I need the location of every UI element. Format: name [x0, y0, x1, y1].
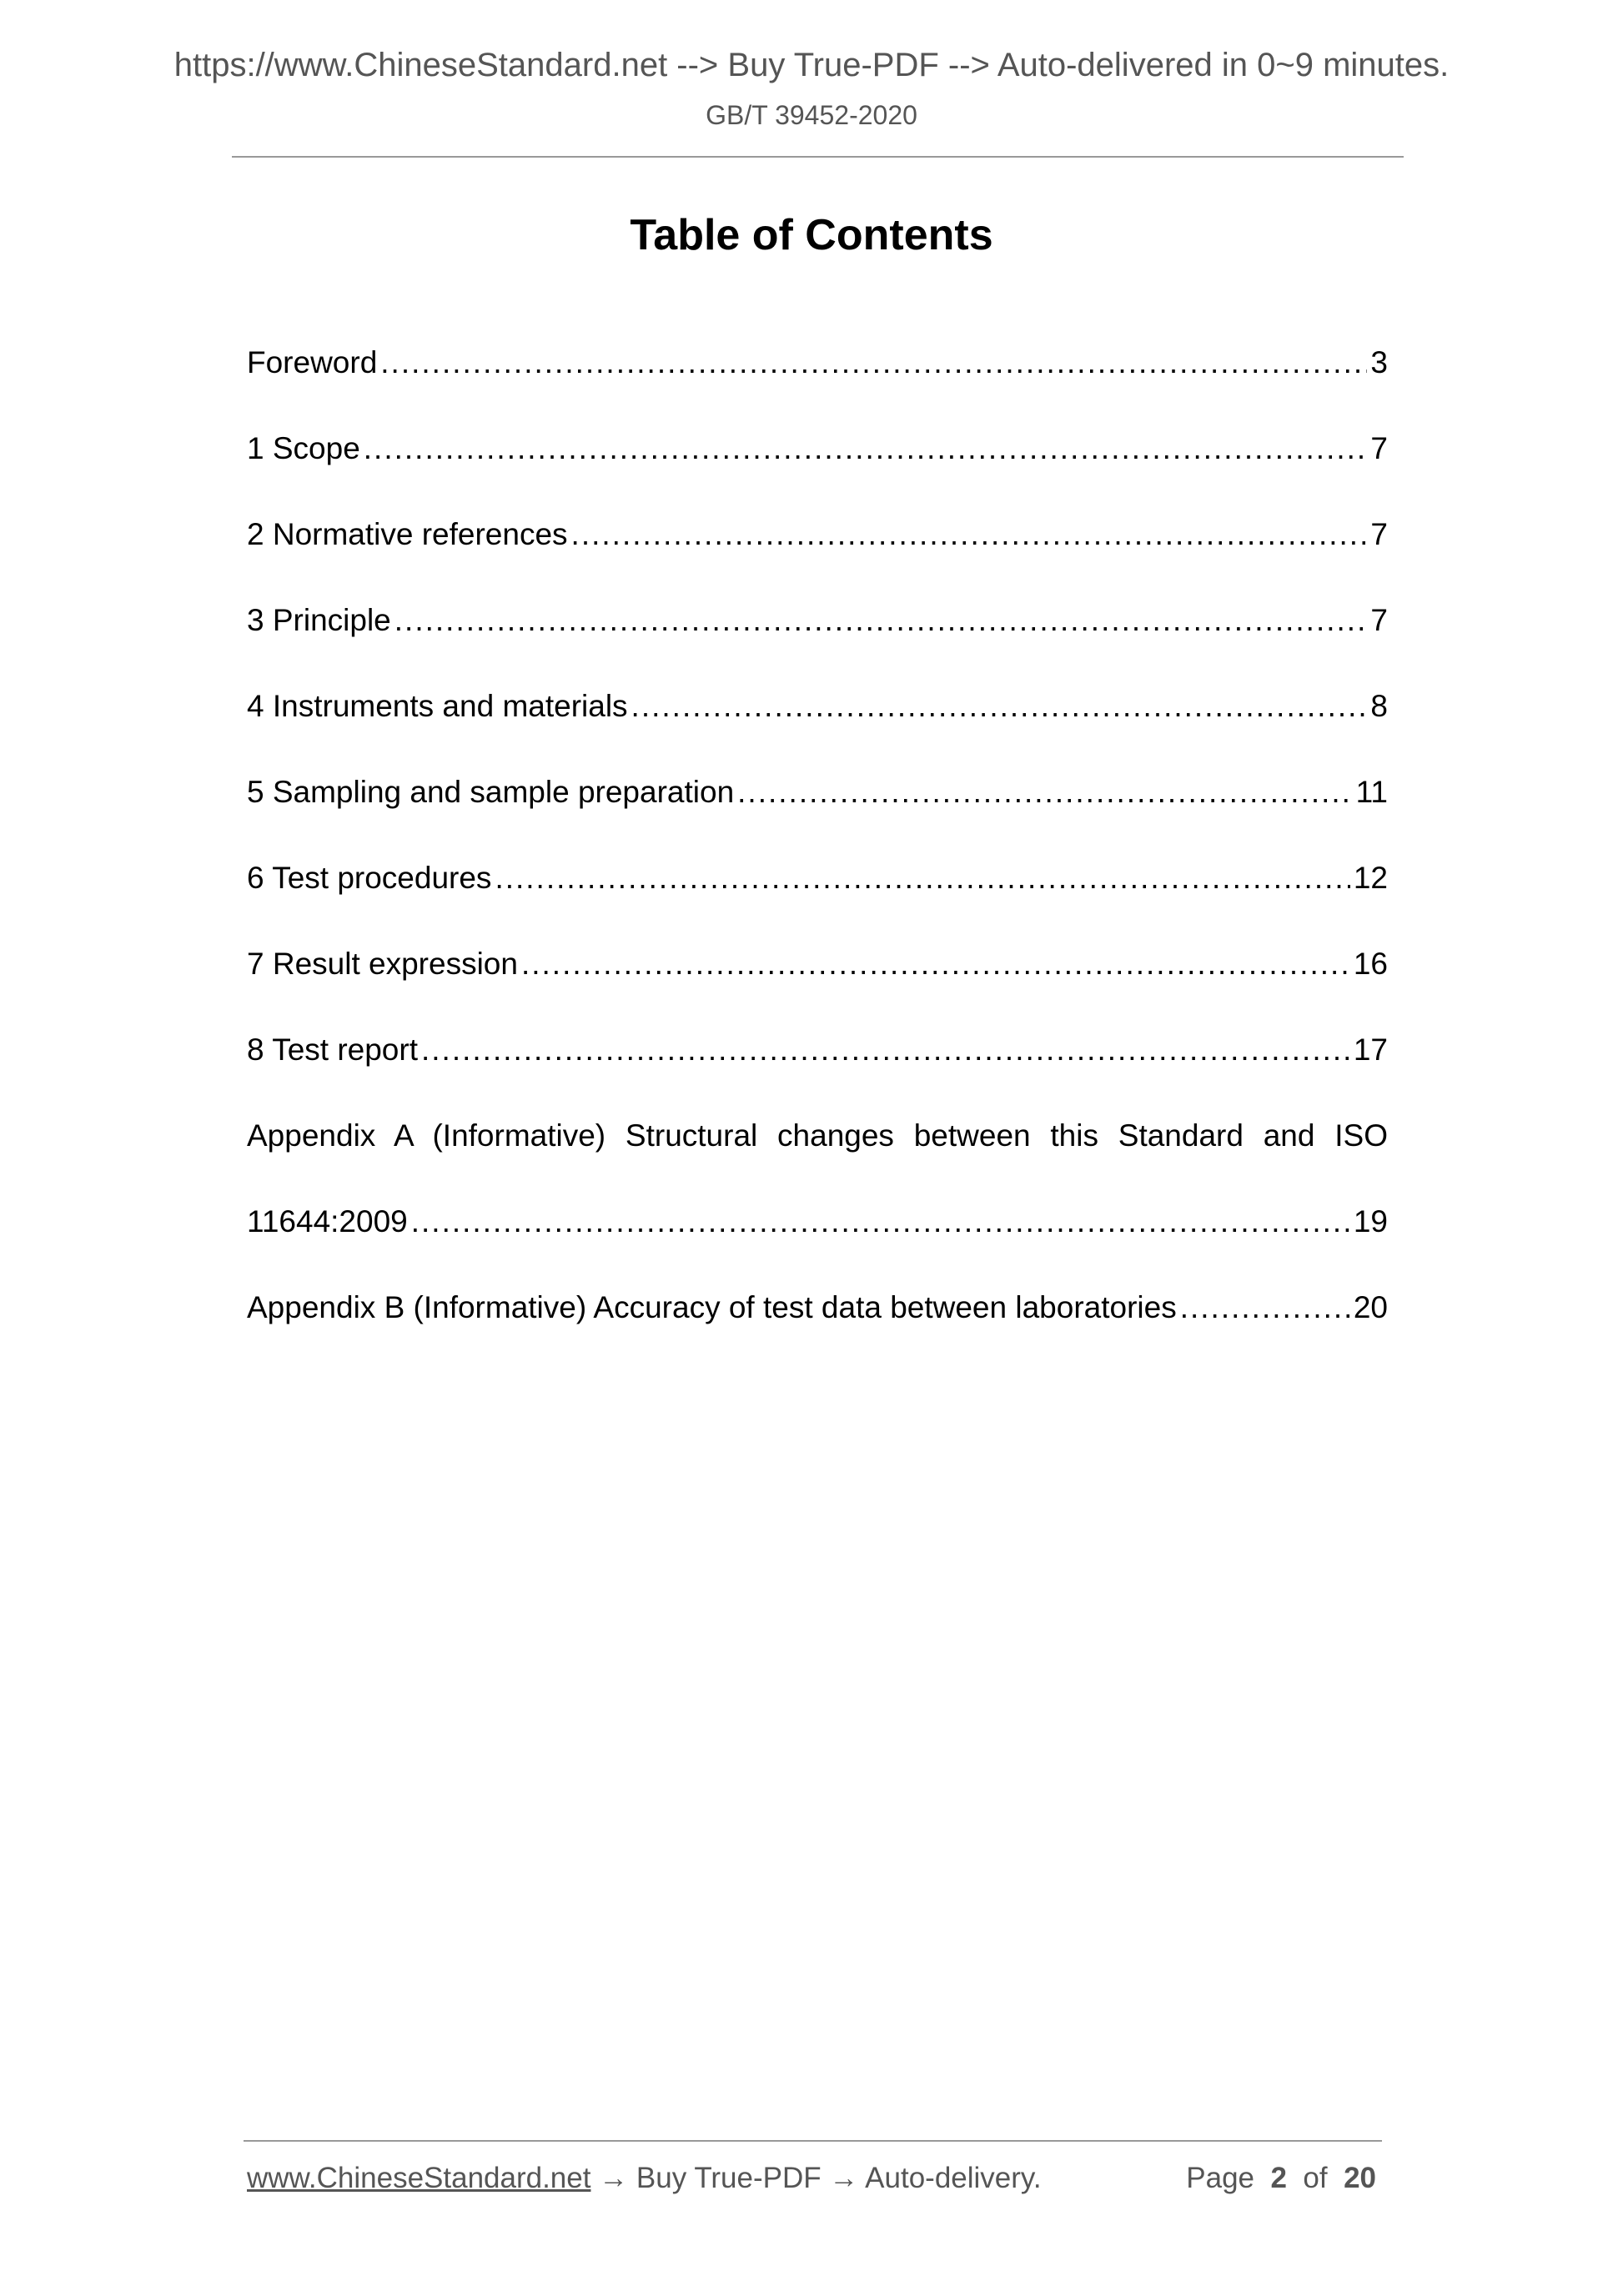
toc-entry-appendix-b[interactable] [247, 1285, 1388, 1371]
toc-entry-sampling[interactable] [247, 770, 1388, 856]
dot-leader [394, 598, 1368, 643]
toc-label: 5 Sampling and sample preparation [247, 775, 735, 809]
footer-tail: → Buy True-PDF → Auto-delivery. [590, 2162, 1042, 2194]
toc-label: 11644:2009 [247, 1204, 408, 1238]
standard-code: GB/T 39452-2020 [706, 100, 917, 130]
header-divider [232, 156, 1404, 158]
toc-label: 6 Test procedures [247, 861, 492, 895]
dot-leader [411, 1199, 1350, 1244]
toc-page: 7 [1370, 517, 1388, 551]
toc-page: 12 [1353, 861, 1388, 895]
page-indicator [1186, 2162, 1376, 2195]
footer [247, 2162, 1376, 2195]
toc-entry-foreword[interactable] [247, 340, 1388, 426]
page-title: Table of Contents [630, 211, 993, 259]
toc-entry-scope[interactable] [247, 426, 1388, 512]
toc-page: 17 [1353, 1032, 1388, 1067]
toc-label: 4 Instruments and materials [247, 689, 628, 723]
toc-entry-principle[interactable] [247, 598, 1388, 684]
dot-leader [571, 512, 1368, 557]
toc-label: 2 Normative references [247, 517, 568, 551]
page-current: 2 [1270, 2162, 1287, 2194]
toc-label: Foreword [247, 345, 378, 379]
dot-leader [380, 340, 1367, 385]
toc-page: 11 [1355, 775, 1388, 809]
toc-page: 19 [1353, 1204, 1388, 1238]
dot-leader [495, 856, 1349, 901]
page-word: Page [1186, 2162, 1255, 2194]
toc-page: 3 [1370, 345, 1388, 379]
toc-entry-instruments[interactable] [247, 684, 1388, 770]
toc-entry-normative-references[interactable] [247, 512, 1388, 598]
toc-label: 7 Result expression [247, 947, 518, 981]
dot-leader [737, 770, 1352, 815]
dot-leader [631, 684, 1368, 729]
toc-entry-test-procedures[interactable] [247, 856, 1388, 942]
dot-leader [364, 426, 1368, 471]
toc-page: 7 [1370, 603, 1388, 637]
header-banner: https://www.ChineseStandard.net --> Buy True-PDF --> Auto-delivered in 0~9 minutes. [173, 47, 1450, 83]
dot-leader [421, 1027, 1350, 1073]
toc-label: 1 Scope [247, 431, 360, 465]
footer-left [247, 2162, 1042, 2195]
toc-page: 20 [1353, 1290, 1388, 1324]
of-word: of [1303, 2162, 1328, 2194]
toc-entry-test-report[interactable] [247, 1027, 1388, 1113]
toc-label: Appendix B (Informative) Accuracy of test data between laboratories [247, 1290, 1177, 1324]
toc-label: 8 Test report [247, 1032, 418, 1067]
toc-entry-appendix-a[interactable]: Appendix A (Informative) Structural changes between this Standard and ISO [247, 1118, 1388, 1153]
toc-entry-result-expression[interactable] [247, 942, 1388, 1027]
dot-leader [521, 942, 1350, 987]
toc-entry-appendix-a-cont[interactable] [247, 1199, 1388, 1285]
footer-link[interactable]: www.ChineseStandard.net [247, 2162, 591, 2194]
footer-divider [244, 2140, 1382, 2142]
toc-page: 16 [1353, 947, 1388, 981]
toc-label: 3 Principle [247, 603, 391, 637]
table-of-contents [247, 340, 1388, 1371]
toc-page: 7 [1370, 431, 1388, 465]
toc-page: 8 [1370, 689, 1388, 723]
dot-leader [1180, 1285, 1350, 1330]
page-total: 20 [1344, 2162, 1376, 2194]
